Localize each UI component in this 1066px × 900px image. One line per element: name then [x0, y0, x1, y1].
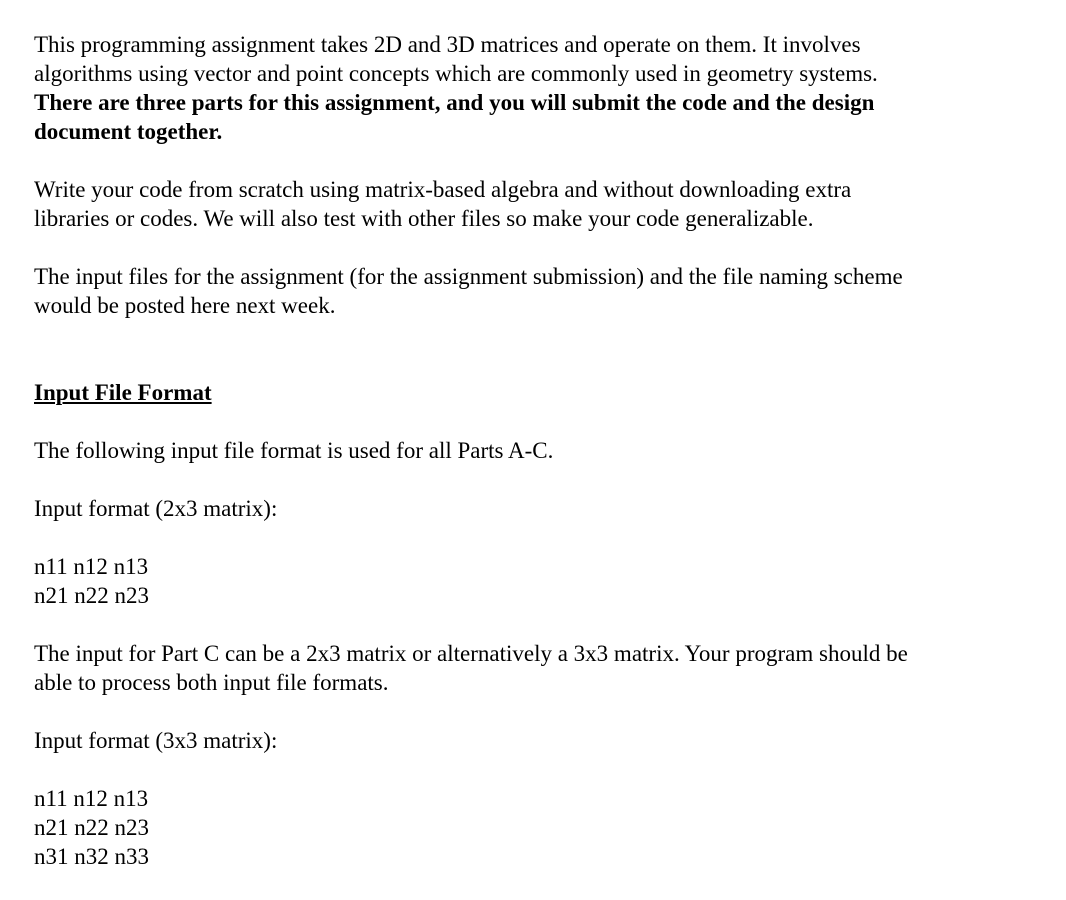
intro-paragraph [34, 30, 1044, 146]
matrix-row: n11 n12 n13 [34, 786, 149, 811]
intro-line: algorithms using vector and point concepts which are commonly used in geometry systems. [34, 61, 878, 86]
intro-bold-line: document together. [34, 119, 223, 144]
section-input-file-format [34, 378, 1044, 871]
document-page [34, 30, 1044, 871]
format-3x3-label: Input format (3x3 matrix): [34, 728, 278, 753]
scratch-line: Write your code from scratch using matrix-based algebra and without downloading extra [34, 177, 852, 202]
matrix-3x3 [34, 784, 1044, 871]
input-files-line: would be posted here next week. [34, 293, 336, 318]
matrix-row: n11 n12 n13 [34, 554, 149, 579]
matrix-row: n21 n22 n23 [34, 815, 149, 840]
format-2x3-label: Input format (2x3 matrix): [34, 496, 278, 521]
matrix-row: n21 n22 n23 [34, 583, 149, 608]
part-c-paragraph [34, 639, 1044, 697]
format-intro: The following input file format is used for all Parts A-C. [34, 438, 554, 463]
scratch-paragraph [34, 175, 1044, 233]
scratch-line: libraries or codes. We will also test with other files so make your code generalizable. [34, 206, 814, 231]
input-files-line: The input files for the assignment (for the assignment submission) and the file naming scheme [34, 264, 903, 289]
part-c-line: The input for Part C can be a 2x3 matrix or alternatively a 3x3 matrix. Your program should be [34, 641, 908, 666]
matrix-2x3 [34, 552, 1044, 610]
intro-bold-line: There are three parts for this assignment, and you will submit the code and the design [34, 90, 875, 115]
intro-line: This programming assignment takes 2D and 3D matrices and operate on them. It involves [34, 32, 861, 57]
matrix-row: n31 n32 n33 [34, 844, 149, 869]
part-c-line: able to process both input file formats. [34, 670, 389, 695]
input-files-paragraph [34, 262, 1044, 320]
section-heading: Input File Format [34, 380, 212, 405]
